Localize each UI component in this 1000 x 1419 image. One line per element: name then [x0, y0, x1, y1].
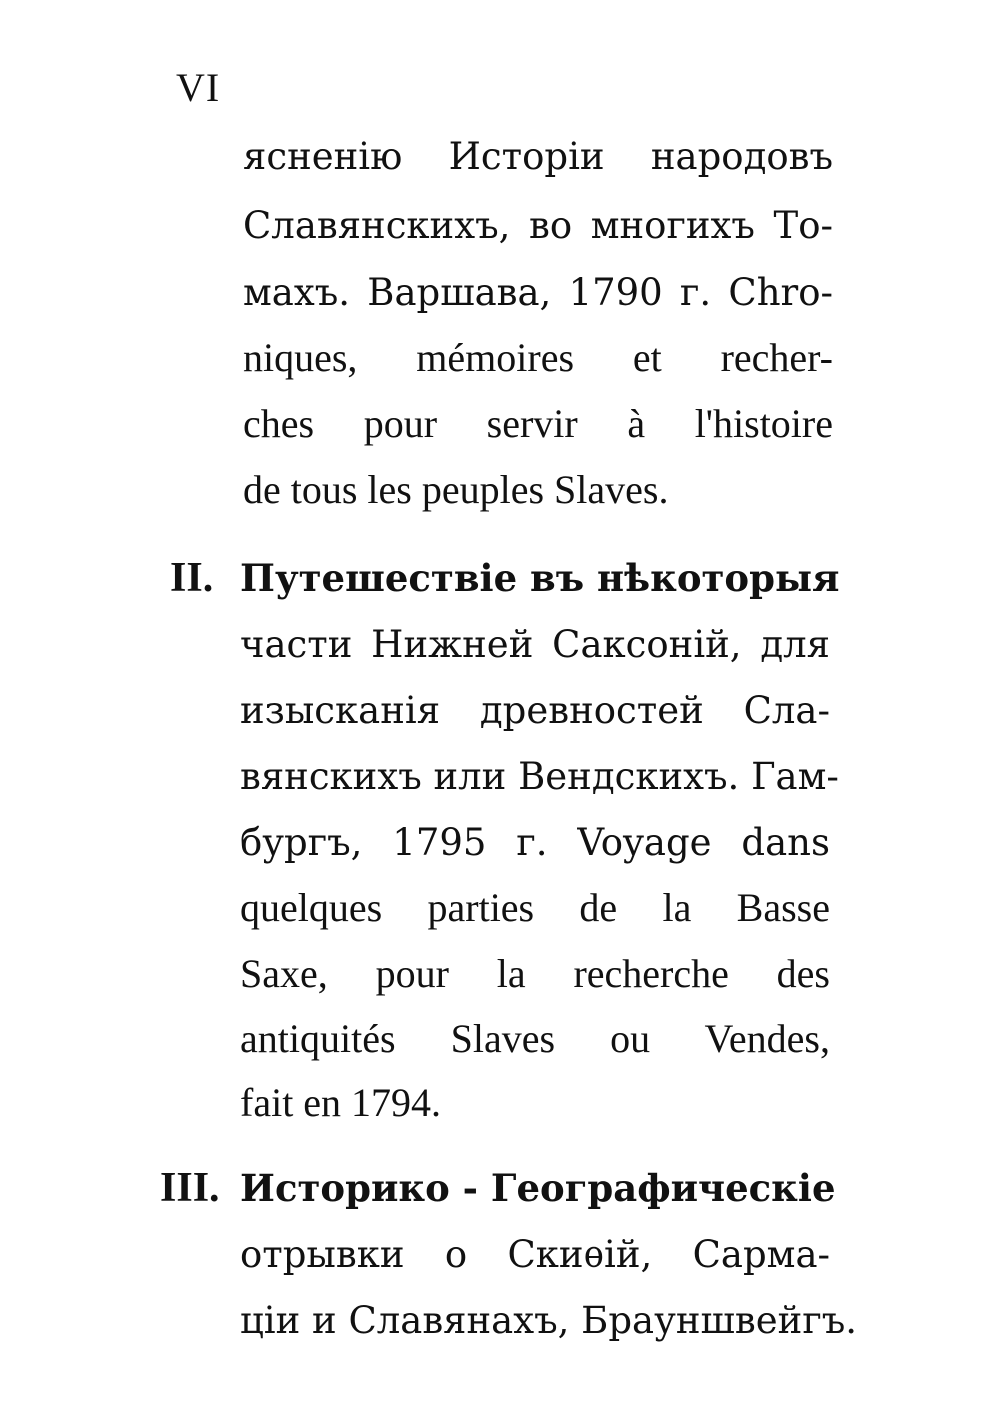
text-line: изысканія древностей Сла- — [240, 689, 830, 732]
text-line: Saxe, pour la recherche des — [240, 951, 830, 996]
text-line: antiquités Slaves ou Vendes, — [240, 1016, 830, 1061]
page-number: VI — [176, 65, 221, 110]
text-line: вянскихъ или Вендскихъ. Гам- — [240, 755, 839, 798]
text-line: отрывки о Скиѳій, Сарма- — [240, 1233, 830, 1276]
text-line: части Нижней Саксоній, для — [240, 623, 830, 666]
text-line: Славянскихъ, во многихъ То- — [243, 204, 833, 247]
text-line: ches pour servir à l'histoire — [243, 401, 833, 446]
entry-numeral: III. — [160, 1165, 220, 1211]
entry-numeral: II. — [170, 555, 214, 601]
text-line: quelques parties de la Basse — [240, 885, 830, 930]
text-line: Историко - Географическіе — [240, 1166, 836, 1210]
text-line: de tous les peuples Slaves. — [243, 467, 669, 512]
text-line: fait en 1794. — [240, 1080, 442, 1125]
text-line: ціи и Славянахъ, Брауншвейгъ. — [240, 1299, 858, 1342]
text-line: махъ. Варшава, 1790 г. Chro- — [243, 271, 833, 314]
text-line: niques, mémoires et recher- — [243, 335, 833, 380]
text-line: бургъ, 1795 г. Voyage dans — [240, 821, 830, 864]
text-line: ясненію Исторіи народовъ — [243, 135, 833, 178]
text-line: Путешествіе въ нѣкоторыя — [240, 556, 840, 600]
